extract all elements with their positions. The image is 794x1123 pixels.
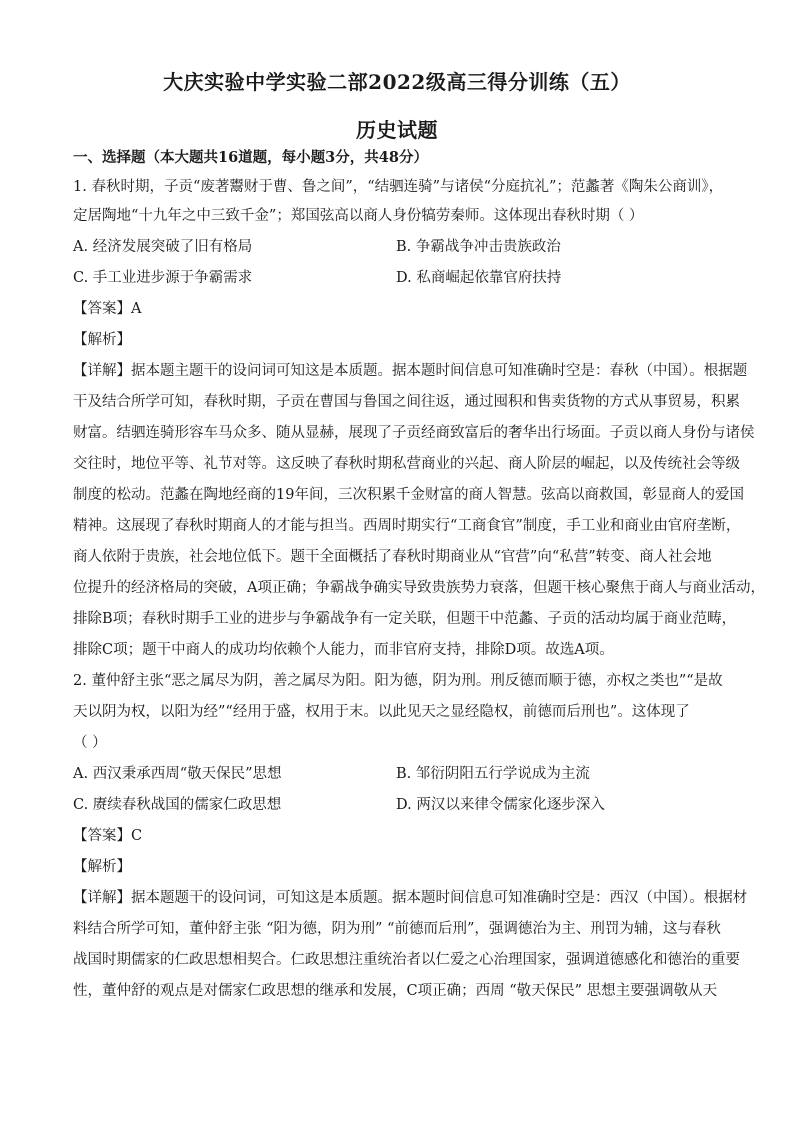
q2-option-c: C. 赓续春秋战国的儒家仁政思想 [73, 797, 282, 813]
q2-stem-line-1: 2. 董仲舒主张“恶之属尽为阴，善之属尽为阳。阳为德，阴为刑。刑反德而顺于德，亦权之类也”“是故 [73, 673, 723, 689]
q2-detail-line-3: 战国时期儒家的仁政思想相契合。仁政思想注重统治者以仁爱之心治理国家，强调道德感化和德治的重要 [73, 952, 740, 968]
q1-option-a: A. 经济发展突破了旧有格局 [73, 239, 253, 255]
q2-detail-line-2: 料结合所学可知，董仲舒主张 “阳为德，阴为刑” “前德而后刑”，强调德治为主、刑罚为辅，这与春秋 [73, 921, 721, 937]
q2-option-b: B. 邹衍阴阳五行学说成为主流 [396, 766, 590, 782]
q1-stem-line-2: 定居陶地“十九年之中三致千金”；郑国弦高以商人身份犒劳秦师。这体现出春秋时期（ ） [73, 208, 644, 224]
q2-option-a: A. 西汉秉承西周“敬天保民”思想 [73, 766, 282, 782]
q1-detail-line-10: 排除C项；题干中商人的成功均依赖个人能力，而非官府支持，排除D项。故选A项。 [73, 642, 614, 658]
q2-option-d: D. 两汉以来律令儒家化逐步深入 [396, 797, 605, 813]
q1-detail-line-9: 排除B项；春秋时期手工业的进步与争霸战争有一定关联，但题干中范蠡、子贡的活动均属于商业范畴， [73, 611, 737, 627]
q1-detail-line-5: 制度的松动。范蠡在陶地经商的19年间，三次积累千金财富的商人智慧。弦高以商救国，彰显商人的爱国 [73, 487, 744, 503]
q1-detail-line-7: 商人依附于贵族，社会地位低下。题干全面概括了春秋时期商业从“官营”向“私营”转变、商人社会地 [73, 549, 712, 565]
q1-detail-line-4: 交往时，地位平等、礼节对等。这反映了春秋时期私营商业的兴起、商人阶层的崛起，以及传统社会等级 [73, 456, 740, 472]
q2-stem-line-2: 天以阴为权，以阳为经”“经用于盛，权用于末。以此见天之显经隐权，前德而后刑也”。这体现了 [73, 704, 690, 720]
q2-detail-line-1: 【详解】据本题题干的设问词，可知这是本质题。据本题时间信息可知准确时空是：西汉（中国）。根据材 [73, 890, 748, 906]
q1-answer: 【答案】A [73, 301, 142, 317]
q2-stem-line-3: （ ） [73, 735, 107, 751]
q1-detail-line-1: 【详解】据本题主题干的设问词可知这是本质题。据本题时间信息可知准确时空是：春秋（中国）。根据题 [73, 363, 748, 379]
q1-option-c: C. 手工业进步源于争霸需求 [73, 270, 253, 286]
q1-analysis-label: 【解析】 [73, 332, 131, 348]
document-subtitle: 历史试题 [356, 118, 438, 142]
q1-option-b: B. 争霸战争冲击贵族政治 [396, 239, 561, 255]
section-heading: 一、选择题（本大题共16道题，每小题3分，共48分） [73, 149, 428, 166]
q1-detail-line-8: 位提升的经济格局的突破，A项正确；争霸战争确实导致贵族势力衰落，但题干核心聚焦于商人与商业活动， [73, 580, 765, 596]
q1-option-d: D. 私商崛起依靠官府扶持 [396, 270, 562, 286]
q1-stem-line-1: 1. 春秋时期，子贡“废著鬻财于曹、鲁之间”，“结驷连骑”与诸侯“分庭抗礼”；范蠡著《陶朱公商训》， [73, 179, 724, 195]
q1-detail-line-2: 干及结合所学可知，春秋时期，子贡在曹国与鲁国之间往返，通过囤积和售卖货物的方式从事贸易，积累 [73, 394, 740, 410]
document-title: 大庆实验中学实验二部2022级高三得分训练（五） [163, 70, 631, 94]
q2-analysis-label: 【解析】 [73, 859, 131, 875]
q2-answer: 【答案】C [73, 828, 143, 844]
q2-detail-line-4: 性，董仲舒的观点是对儒家仁政思想的继承和发展，C项正确；西周 “敬天保民” 思想主要强调敬从天 [73, 983, 718, 999]
q1-detail-line-3: 财富。结驷连骑形容车马众多、随从显赫，展现了子贡经商致富后的奢华出行场面。子贡以商人身份与诸侯 [73, 425, 755, 441]
q1-detail-line-6: 精神。这展现了春秋时期商人的才能与担当。西周时期实行“工商食官”制度，手工业和商业由官府垄断， [73, 518, 741, 534]
